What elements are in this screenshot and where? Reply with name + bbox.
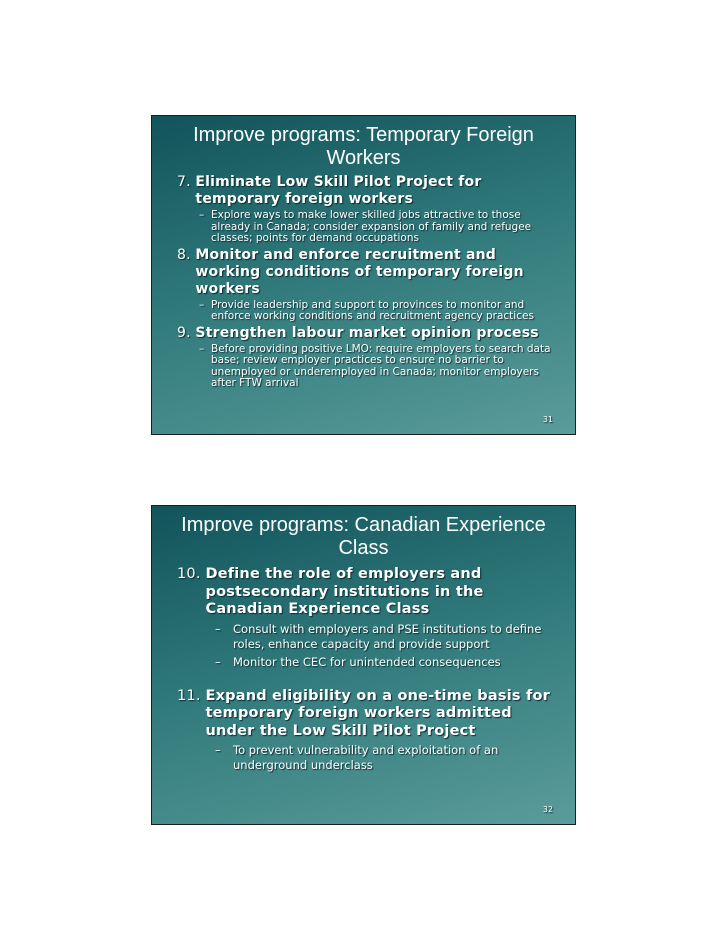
slide-31	[151, 115, 576, 435]
bullet-text: Provide leadership and support to provinces to monitor and enforce working conditions and recruitment agency practices	[211, 298, 534, 322]
item-heading-text: Expand eligibility on a one-time basis for temporary foreign workers admitted under the Low Skill Pilot Project	[205, 687, 550, 739]
bullet	[199, 300, 557, 323]
bullet-text: Explore ways to make lower skilled jobs attractive to those already in Canada; consider expansion of family and refugee classes; points for demand occupations	[211, 209, 532, 244]
bullet-dash: –	[199, 342, 205, 355]
item-heading-10	[177, 566, 557, 619]
item-number: 7.	[177, 174, 196, 190]
bullet-text: Before providing positive LMO: require employers to search data base; review employer practices to ensure no barrier to unemployed or underemployed in Canada; monitor employers after FTW arrival	[211, 342, 551, 389]
item-number: 9.	[177, 324, 196, 341]
item-heading-7	[177, 174, 557, 208]
item-heading-text: Monitor and enforce recruitment and working conditions of temporary foreign workers	[195, 246, 524, 297]
item-heading-text: Eliminate Low Skill Pilot Project for temporary foreign workers	[195, 174, 482, 207]
item-heading-8	[177, 247, 557, 298]
bullet-dash: –	[215, 654, 221, 669]
item-heading-11	[177, 688, 557, 741]
page-number: 32	[542, 805, 553, 814]
slide-title: Improve programs: Temporary Foreign Workers	[193, 124, 534, 169]
item-number: 8.	[177, 246, 196, 263]
slide-title: Improve programs: Canadian Experience Class	[181, 514, 546, 559]
item-heading-9	[177, 325, 557, 342]
bullet-text: Monitor the CEC for unintended consequences	[233, 654, 501, 669]
bullet-dash: –	[199, 209, 205, 221]
item-heading-text: Strengthen labour market opinion process	[195, 324, 539, 341]
item-heading-text: Define the role of employers and postsecondary institutions in the Canadian Experience Class	[205, 566, 484, 617]
slide-body	[177, 566, 557, 773]
slide-body	[177, 174, 557, 392]
bullet	[215, 743, 557, 773]
bullet-dash: –	[215, 621, 221, 636]
bullet-text: Consult with employers and PSE institutions to define roles, enhance capacity and provide support	[233, 621, 542, 651]
bullet-dash: –	[215, 743, 221, 757]
bullet	[215, 622, 557, 652]
bullet	[199, 344, 557, 390]
slide-32	[151, 505, 576, 825]
bullet	[215, 655, 557, 670]
bullet-text: To prevent vulnerability and exploitation of an underground underclass	[233, 743, 499, 772]
item-number: 11.	[177, 687, 206, 704]
bullet-dash: –	[199, 298, 205, 311]
item-number: 10.	[177, 566, 206, 582]
bullet	[199, 210, 557, 245]
page-number: 31	[542, 415, 553, 424]
